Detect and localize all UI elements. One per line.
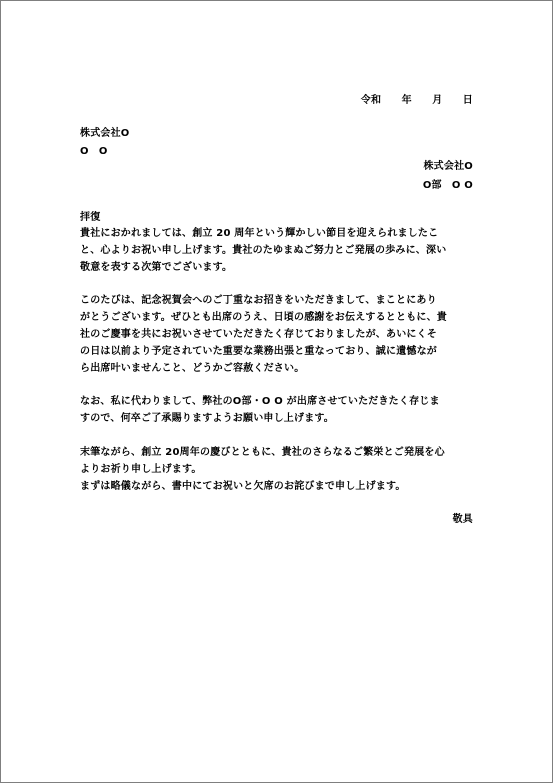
body-line: まずは略儀ながら、書中にてお祝いと欠席のお詫びまで申し上げます。: [80, 481, 406, 492]
recipient-name: O O: [80, 146, 108, 157]
body-line: の日は以前より予定されていた重要な業務出張と重なっており、誠に遺憾なが: [80, 346, 437, 357]
body-line: 社のご慶事を共にお祝いさせていただきたく存じておりましたが、あいにくそ: [80, 329, 437, 340]
body-line: 敬意を表する次第でございます。: [80, 262, 233, 273]
closing-salutation: 敬具: [452, 514, 473, 525]
body-line: このたびは、記念祝賀会へのご丁重なお招きをいただきまして、まことにあり: [80, 295, 437, 306]
recipient-company: 株式会社O: [80, 128, 130, 139]
body-line: よりお祈り申し上げます。: [80, 464, 202, 475]
sender-name: O部 O O: [422, 180, 473, 191]
letter-date: 令和 年 月 日: [360, 95, 473, 106]
body-line: 貴社におかれましては、創立 20 周年という輝かしい節目を迎えられましたこ: [80, 228, 439, 239]
body-line: なお、私に代わりまして、弊社のO部・O O が出席させていただきたく存じま: [80, 396, 440, 407]
body-line: ら出席叶いませんこと、どうかご容赦ください。: [80, 363, 305, 374]
body-line: がとうございます。ぜひとも出席のうえ、日頃の感謝をお伝えするとともに、貴: [80, 312, 447, 323]
body-line: 末筆ながら、創立 20周年の慶びとともに、貴社のさらなるご繁栄とご発展を心: [80, 447, 445, 458]
body-line: と、心よりお祝い申し上げます。貴社のたゆまぬご努力とご発展の歩みに、深い: [80, 245, 447, 256]
opening-salutation: 拝復: [80, 212, 101, 223]
sender-company: 株式会社O: [423, 161, 473, 172]
body-line: すので、何卒ご了承賜りますようお願い申し上げます。: [80, 413, 334, 424]
